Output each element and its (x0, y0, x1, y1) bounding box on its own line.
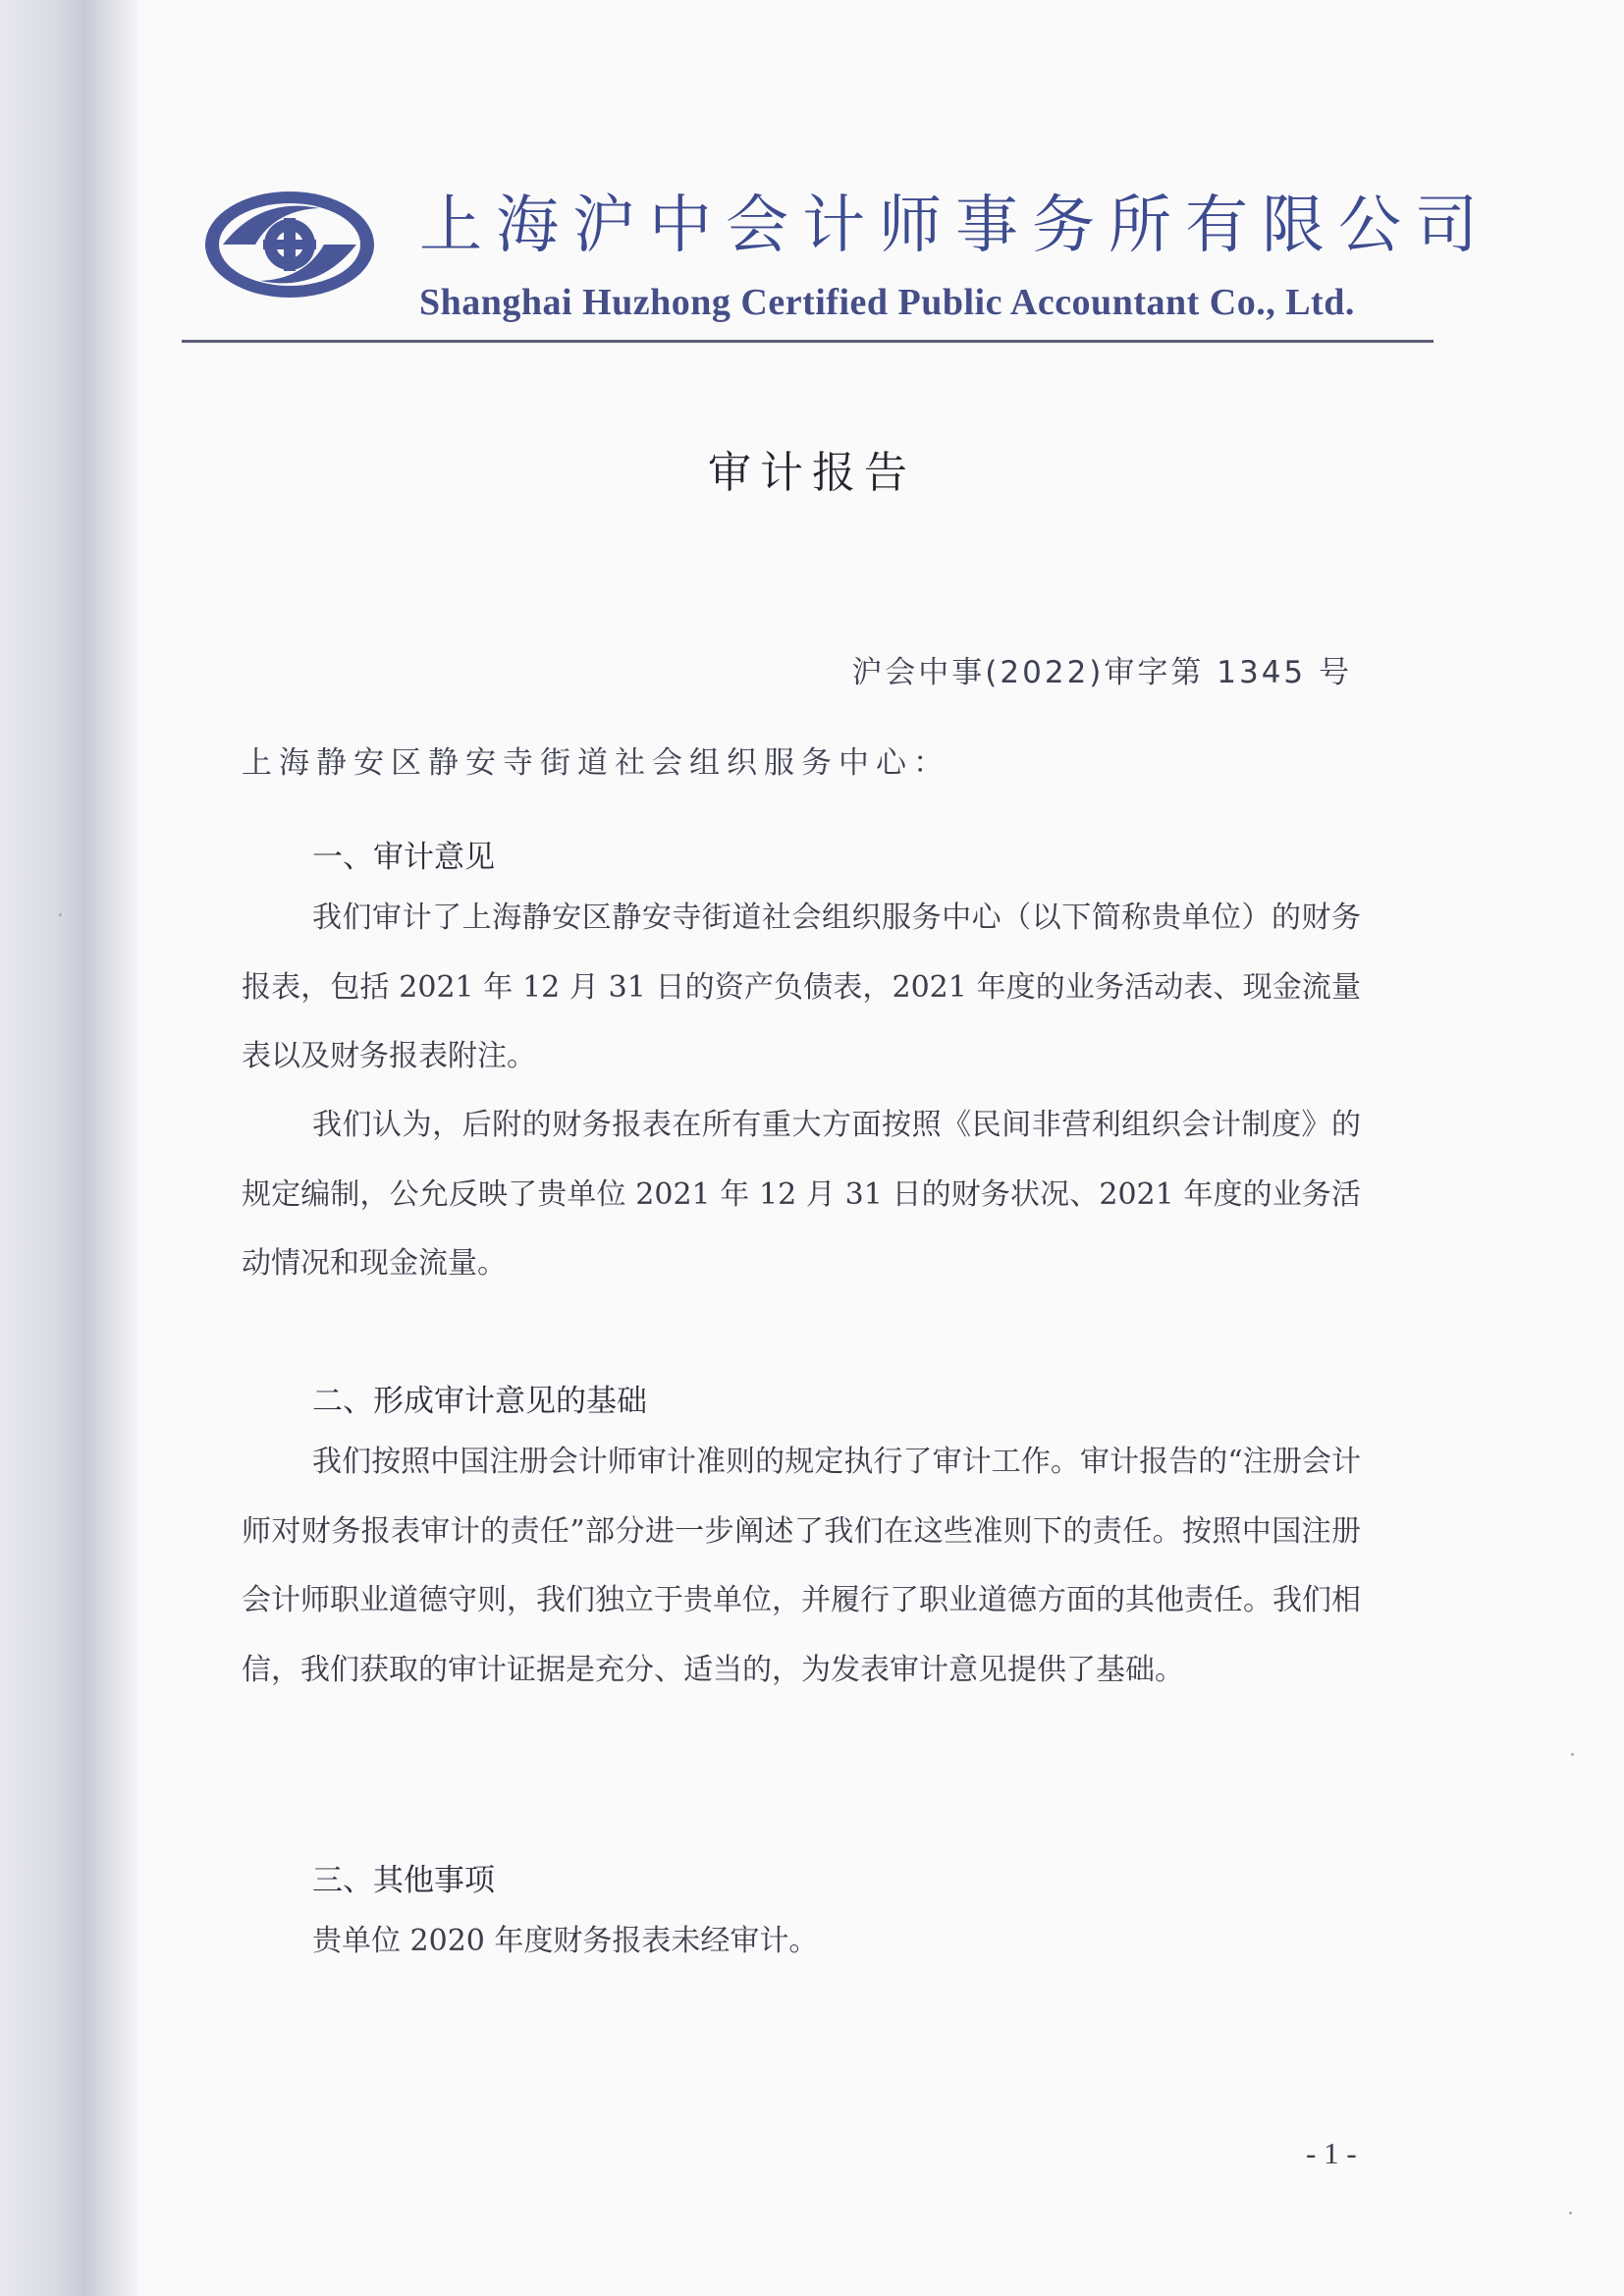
page-number: - 1 - (1306, 2136, 1357, 2170)
section-heading-audit-opinion: 一、审计意见 (312, 840, 495, 875)
paragraph-other-matters: 贵单位 2020 年度财务报表未经审计。 (312, 1924, 819, 1958)
letterhead (201, 177, 1491, 363)
paragraph-audit-opinion: 我们认为，后附的财务报表在所有重大方面按照《民间非营利组织会计制度》的规定编制，公允反映了贵单位 2021 年 12 月 31 日的财务状况、2021 年度的业务活动情况和现金流量。 (242, 1108, 1361, 1281)
addressee: 上海静安区静安寺街道社会组织服务中心： (242, 745, 950, 781)
section-heading-other-matters: 三、其他事项 (312, 1863, 495, 1898)
document-title: 审计报告 (708, 448, 916, 498)
scan-binding-shadow (0, 0, 137, 2296)
scan-speck (59, 913, 62, 916)
scan-speck (1571, 1753, 1574, 1756)
firm-name-chinese: 上海沪中会计师事务所有限公司 (419, 190, 1491, 262)
firm-name-english: Shanghai Huzhong Certified Public Accountant Co., Ltd. (419, 282, 1355, 323)
paragraph-basis-for-opinion: 我们按照中国注册会计师审计准则的规定执行了审计工作。审计报告的“注册会计师对财务报表审计的责任”部分进一步阐述了我们在这些准则下的责任。按照中国注册会计师职业道德守则，我们独立于贵单位，并履行了职业道德方面的其他责任。我们相信，我们获取的审计证据是充分、适当的，为发表审计意见提供了基础。 (242, 1445, 1361, 1687)
firm-logo-icon (201, 189, 378, 301)
scan-speck (1569, 2212, 1572, 2214)
letterhead-divider (182, 340, 1434, 343)
section-heading-basis-for-opinion: 二、形成审计意见的基础 (312, 1384, 647, 1419)
paragraph-audit-scope: 我们审计了上海静安区静安寺街道社会组织服务中心（以下简称贵单位）的财务报表，包括 2021 年 12 月 31 日的资产负债表，2021 年度的业务活动表、现金流量表以及财务报表附注。 (242, 901, 1361, 1073)
report-reference-number: 沪会中事(2022)审字第 1345 号 (851, 655, 1352, 690)
